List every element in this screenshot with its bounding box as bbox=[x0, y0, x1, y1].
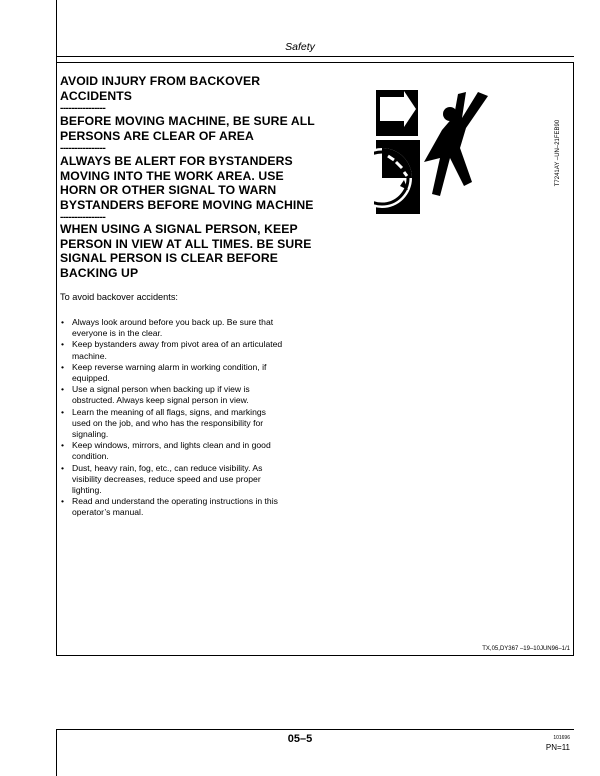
precaution-list bbox=[60, 317, 318, 519]
list-line: everyone is in the clear. bbox=[72, 328, 163, 339]
list-item: • Learn the meaning of all flags, signs, and markings used on the job, and who has the responsibility for signaling. bbox=[60, 407, 318, 441]
list-line: equipped. bbox=[72, 373, 110, 384]
warning-line: ALWAYS BE ALERT FOR BYSTANDERS bbox=[60, 154, 293, 168]
warning-line: HORN OR OTHER SIGNAL TO WARN bbox=[60, 183, 277, 198]
warning-line: ACCIDENTS bbox=[60, 88, 132, 103]
doc-code: 101696 bbox=[553, 735, 570, 741]
page-number: 05–5 bbox=[287, 733, 313, 745]
warning-line: AVOID INJURY FROM BACKOVER bbox=[60, 74, 261, 88]
list-line: signaling. bbox=[72, 429, 109, 440]
warning-line: BYSTANDERS BEFORE MOVING MACHINE bbox=[60, 197, 314, 212]
footer-rule bbox=[56, 729, 574, 730]
list-line: Keep windows, mirrors, and lights clean and in good bbox=[72, 440, 271, 451]
separator: ---------------- bbox=[60, 143, 106, 154]
backover-hazard-symbol bbox=[374, 86, 536, 216]
warning-signal-person bbox=[60, 222, 330, 280]
list-line: machine. bbox=[72, 350, 107, 361]
list-line: obstructed. Always keep signal person in view. bbox=[72, 395, 249, 406]
list-line: Dust, heavy rain, fog, etc., can reduce visibility. As bbox=[72, 462, 263, 473]
list-item: • Read and understand the operating instructions in this operator’s manual. bbox=[60, 496, 318, 518]
intro-text: To avoid backover accidents: bbox=[60, 292, 178, 302]
warning-line: WHEN USING A SIGNAL PERSON, KEEP bbox=[60, 222, 298, 236]
warning-line: MOVING INTO THE WORK AREA. USE bbox=[60, 168, 284, 183]
list-item: • Keep bystanders away from pivot area of an articulated machine. bbox=[60, 339, 318, 361]
list-item: • Use a signal person when backing up if view is obstructed. Always keep signal person in view. bbox=[60, 384, 318, 406]
warning-bystanders bbox=[60, 154, 330, 212]
list-line: Keep bystanders away from pivot area of an articulated bbox=[72, 339, 283, 350]
warning-line: SIGNAL PERSON IS CLEAR BEFORE bbox=[60, 251, 279, 266]
warning-line: BACKING UP bbox=[60, 265, 139, 280]
list-item: • Dust, heavy rain, fog, etc., can reduce visibility. As visibility decreases, reduce speed and use proper lighting. bbox=[60, 463, 318, 497]
list-line: Use a signal person when backing up if view is bbox=[72, 384, 250, 395]
warning-line: PERSON IN VIEW AT ALL TIMES. BE SURE bbox=[60, 236, 312, 251]
figure-code: T7241AY –UN–21FEB90 bbox=[555, 119, 561, 187]
list-line: lighting. bbox=[72, 485, 102, 496]
list-line: Keep reverse warning alarm in working condition, if bbox=[72, 361, 267, 372]
list-item: • Always look around before you back up. Be sure that everyone is in the clear. bbox=[60, 317, 318, 339]
warning-line: BEFORE MOVING MACHINE, BE SURE ALL bbox=[60, 114, 315, 128]
list-line: used on the job, and who has the responsibility for bbox=[72, 417, 264, 428]
pn-number: PN=11 bbox=[545, 743, 570, 752]
frame-code: TX,05,DY367 –19–10JUN96–1/1 bbox=[482, 646, 570, 652]
list-line: condition. bbox=[72, 451, 109, 462]
separator: ---------------- bbox=[60, 212, 106, 223]
list-line: Always look around before you back up. Be sure that bbox=[72, 317, 274, 327]
warning-line: PERSONS ARE CLEAR OF AREA bbox=[60, 128, 254, 143]
warning-title bbox=[60, 74, 330, 103]
header-rule bbox=[56, 56, 574, 57]
separator: ---------------- bbox=[60, 103, 106, 114]
list-line: visibility decreases, reduce speed and use proper bbox=[72, 473, 261, 484]
warning-clear-area bbox=[60, 114, 330, 143]
list-line: operator’s manual. bbox=[72, 507, 144, 518]
list-item: • Keep reverse warning alarm in working condition, if equipped. bbox=[60, 362, 318, 384]
section-title: Safety bbox=[285, 41, 315, 53]
list-item: • Keep windows, mirrors, and lights clean and in good condition. bbox=[60, 440, 318, 462]
list-line: Read and understand the operating instructions in this bbox=[72, 496, 278, 507]
list-line: Learn the meaning of all flags, signs, and markings bbox=[72, 406, 266, 417]
